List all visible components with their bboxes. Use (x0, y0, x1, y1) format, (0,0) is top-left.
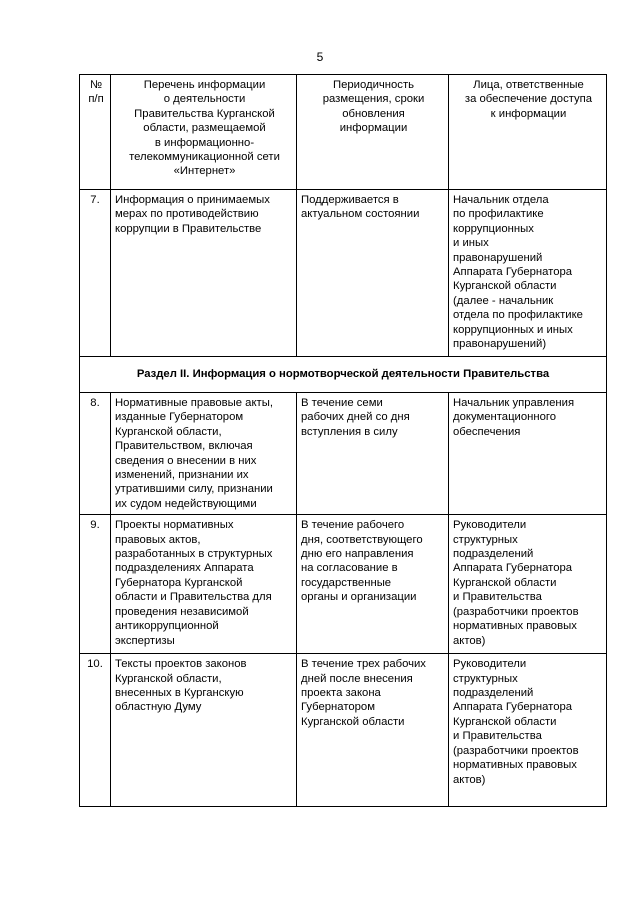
row-periodicity: В течение рабочего дня, соответствующего дню его направления на согласование в государственные органы и организации (297, 515, 449, 654)
header-information-list: Перечень информации о деятельности Правительства Курганской области, размещаемой в информационно- телекоммуникационной сети «Интернет» (111, 75, 297, 190)
row-number: 9. (80, 515, 111, 654)
row-responsible: Руководители структурных подразделений Аппарата Губернатора Курганской области и Правительства (разработчики проектов нормативных правовых актов) (449, 654, 607, 807)
table-row (80, 654, 607, 807)
header-responsible: Лица, ответственные за обеспечение доступа к информации (449, 75, 607, 190)
row-periodicity: Поддерживается в актуальном состоянии (297, 190, 449, 357)
row-information: Тексты проектов законов Курганской области, внесенных в Курганскую областную Думу (111, 654, 297, 807)
row-information: Информация о принимаемых мерах по противодействию коррупции в Правительстве (111, 190, 297, 357)
row-number: 8. (80, 393, 111, 515)
table-row (80, 393, 607, 515)
header-periodicity: Периодичность размещения, сроки обновления информации (297, 75, 449, 190)
row-information: Нормативные правовые акты, изданные Губернатором Курганской области, Правительством, включая сведения о внесении в них изменений, признании их утратившими силу, признании их судом недействующими (111, 393, 297, 515)
information-table (79, 74, 607, 807)
row-periodicity: В течение трех рабочих дней после внесения проекта закона Губернатором Курганской области (297, 654, 449, 807)
row-number: 10. (80, 654, 111, 807)
row-periodicity: В течение семи рабочих дней со дня вступления в силу (297, 393, 449, 515)
row-information: Проекты нормативных правовых актов, разработанных в структурных подразделениях Аппарата Губернатора Курганской области и Правительства для проведения независимой антикоррупционной экспертизы (111, 515, 297, 654)
table-header-row (80, 75, 607, 190)
page-number: 5 (316, 50, 324, 64)
section-title: Раздел II. Информация о нормотворческой деятельности Правительства (80, 357, 607, 393)
row-responsible: Руководители структурных подразделений Аппарата Губернатора Курганской области и Правительства (разработчики проектов нормативных правовых актов) (449, 515, 607, 654)
table-row (80, 515, 607, 654)
header-number: № п/п (80, 75, 111, 190)
section-row (80, 357, 607, 393)
row-number: 7. (80, 190, 111, 357)
table-row (80, 190, 607, 357)
row-responsible: Начальник отдела по профилактике коррупционных и иных правонарушений Аппарата Губернатора Курганской области (далее - начальник отдела по профилактике коррупционных и иных правонарушений) (449, 190, 607, 357)
row-responsible: Начальник управления документационного обеспечения (449, 393, 607, 515)
